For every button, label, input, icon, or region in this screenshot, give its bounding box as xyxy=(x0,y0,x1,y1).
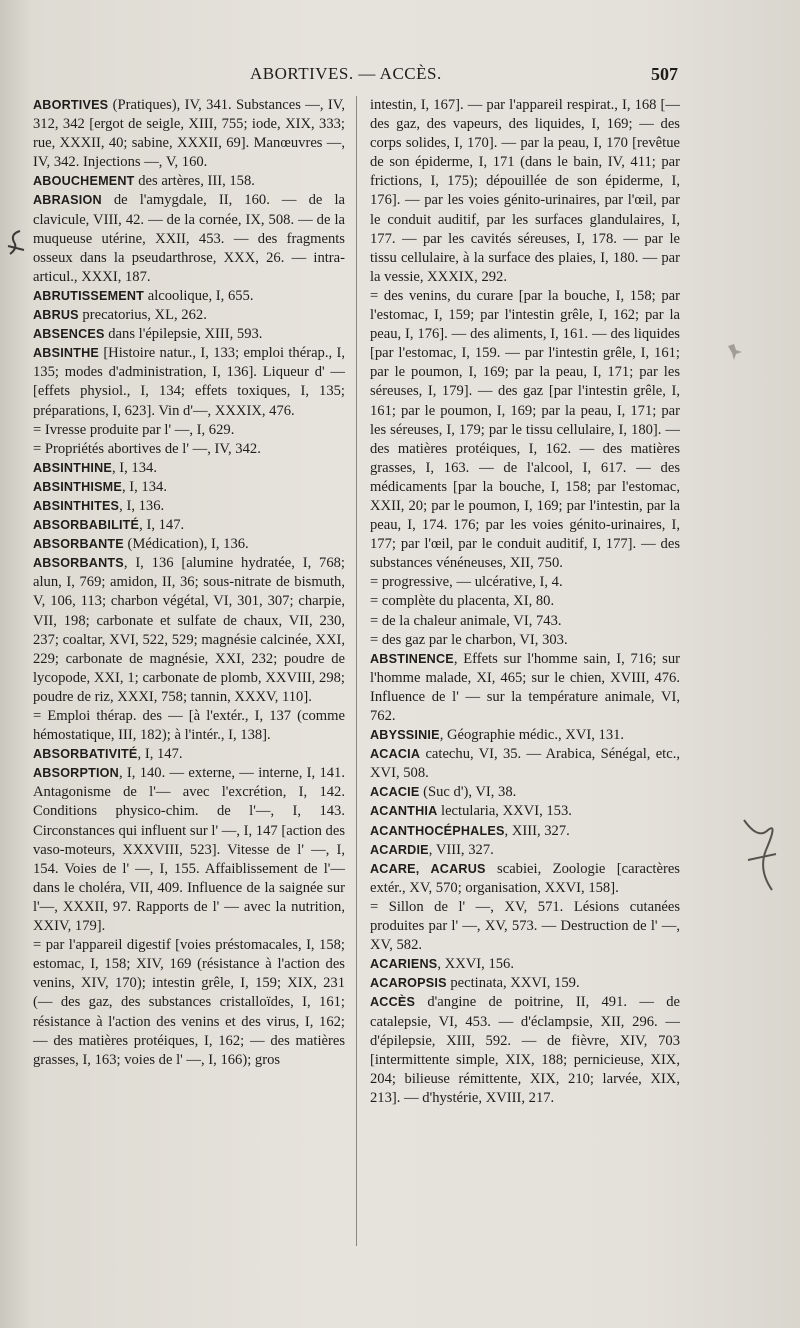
entry-headword: ACANTHIA xyxy=(370,804,438,819)
entry-text: intestin, I, 167]. — par l'appareil respirat., I, 168 [— des gaz, des vapeurs, des liquides, I, 169; — des corps solides, I, 170]. — par la peau, I, 170 [revêtue de son épiderme, I, 171 (dans le bain, IV, 411; par frictions, I, 175); dépouillée de son épiderme, I, 176]. — par les voies génito-urinaires, par l'œil, par le conduit auditif, par les surfaces glandulaires, I, 177. — par les cavités séreuses, I, 178. — par le tissu cellulaire, à la surface des plaies, I, 180. — par la vessie, XXXIX, 292. xyxy=(370,97,680,285)
entry-text: pectinata, XXVI, 159. xyxy=(446,975,580,992)
index-entry xyxy=(33,497,345,516)
index-entry xyxy=(370,802,680,821)
index-entry xyxy=(370,592,680,611)
entry-headword: ACCÈS xyxy=(370,995,416,1010)
entry-headword: ACAROPSIS xyxy=(370,976,447,991)
entry-headword: ABSTINENCE xyxy=(370,651,454,666)
running-title: ABORTIVES. — ACCÈS. xyxy=(250,64,442,83)
entry-text: , Effets sur l'homme sain, I, 716; sur l'homme malade, XI, 465; sur le chien, XVIII, 476. Influence de l' — sur la température animale, VI, 762. xyxy=(370,650,680,724)
index-entry xyxy=(370,287,680,573)
index-entry xyxy=(33,96,345,172)
entry-text: de l'amygdale, II, 160. — de la clavicule, VIII, 42. — de la cornée, IX, 508. — de la muqueuse utérine, XXII, 453. — des fragments osseux dans la pseudarthrose, XXX, 26. — intra-articul., XXXI, 187. xyxy=(33,192,345,285)
entry-headword: ABSINTHINE xyxy=(33,460,112,475)
page-header xyxy=(30,64,678,90)
entry-text: (Pratiques), IV, 341. Substances —, IV, 312, 342 [ergot de seigle, XIII, 755; iode, XIX, 333; rue, XXXII, 40; sabine, XXXII, 69]. Manœuvres —, IV, 342. Injections —, V, 160. xyxy=(33,97,345,171)
index-entry xyxy=(33,344,345,420)
entry-text: = de la chaleur animale, VI, 743. xyxy=(370,612,562,629)
entry-text: = complète du placenta, XI, 80. xyxy=(370,593,555,610)
entry-headword: ABORTIVES xyxy=(33,98,109,112)
entry-text: , XXVI, 156. xyxy=(437,956,514,973)
index-entry xyxy=(370,573,680,592)
column-divider xyxy=(356,96,357,1246)
index-entry xyxy=(33,745,345,764)
entry-text: precatorius, XL, 262. xyxy=(78,307,207,324)
index-entry xyxy=(370,783,680,802)
entry-headword: ACARIENS xyxy=(370,957,438,972)
entry-headword: ACARE, ACARUS xyxy=(370,861,486,876)
entry-text: (Suc d'), VI, 38. xyxy=(419,784,517,801)
entry-text: , I, 147. xyxy=(139,517,185,534)
index-entry xyxy=(33,535,345,554)
entry-headword: ABSINTHITES xyxy=(33,498,120,513)
index-entry xyxy=(370,96,680,287)
index-entry xyxy=(33,287,345,306)
entry-text: dans l'épilepsie, XIII, 593. xyxy=(104,326,263,343)
entry-text: , I, 136 [alumine hydratée, I, 768; alun, I, 769; amidon, II, 36; sous-nitrate de bismuth, V, 106, 113; charbon végétal, VI, 301, 307; charpie, VII, 198; carbonate et sulfate de chaux, VII, 230, 237; coaltar, XVI, 522, 529; magnésie calcinée, XXI, 229; carbonate de magnésie, XXI, 232; poudre de lycopode, XXI, 1; carbonate de plomb, XXVIII, 298; poudre de riz, XXXI, 758; tannin, XXXV, 110]. xyxy=(33,555,345,705)
entry-text: scabiei, Zoologie [caractères extér., XV, 570; organisation, XXVI, 158]. xyxy=(370,860,680,896)
index-entry xyxy=(33,478,345,497)
entry-text: des artères, III, 158. xyxy=(134,173,255,190)
entry-headword: ABSENCES xyxy=(33,327,105,342)
entry-text: , I, 134. xyxy=(111,459,157,476)
entry-headword: ABSORBANTS xyxy=(33,556,124,571)
index-entry xyxy=(370,650,680,726)
entry-text: , I, 134. xyxy=(121,478,167,495)
index-entry xyxy=(33,440,345,459)
entry-text: , Géographie médic., XVI, 131. xyxy=(439,727,625,744)
index-entry xyxy=(370,974,680,993)
entry-headword: ABRASION xyxy=(33,193,102,208)
entry-text: lectularia, XXVI, 153. xyxy=(437,803,572,820)
index-entry xyxy=(33,306,345,325)
entry-headword: ABYSSINIE xyxy=(370,728,440,743)
index-entry xyxy=(33,707,345,745)
entry-text: , VIII, 327. xyxy=(428,841,494,858)
index-entry xyxy=(370,860,680,898)
index-entry xyxy=(370,612,680,631)
entry-text: [Histoire natur., I, 133; emploi thérap., I, 135; modes d'administration, I, 136]. Liqueur d' — [effets physiol., I, 134; effets toxiques, I, 135; préparations, I, 623]. Vin d'—, XXXIX, 476. xyxy=(33,345,345,419)
entry-headword: ACANTHOCÉPHALES xyxy=(370,823,505,838)
index-entry xyxy=(370,898,680,955)
entry-text: = progressive, — ulcérative, I, 4. xyxy=(370,574,563,591)
index-entry xyxy=(33,764,345,936)
index-entry xyxy=(33,459,345,478)
entry-text: , I, 136. xyxy=(119,497,165,514)
entry-text: = des venins, du curare [par la bouche, I, 158; par l'estomac, I, 159; par l'intestin grêle, I, 162; par la peau, I, 176]. — des aliments, I, 161. — des liquides [par l'estomac, I, 159. — par l'intestin grêle, I, 161; par le poumon, I, 169; par la peau, I, 171; par les séreuses, I, 179]. — des gaz [par l'intestin grêle, I, 161; par le poumon, I, 169; par la peau, I, 171; par les séreuses, I, 179; par le tissu cellulaire, I, 180]. — des matières protéiques, I, 162. — des matières grasses, I, 163. — de l'alcool, I, 617. — des médicaments [par la bouche, I, 158; par l'estomac, XXII, 20; par le poumon, I, 169; par l'intestin, par la peau, I, 174. 176; par les voies génito-urinaires, I, 177; par l'œil, par le conduit auditif, I, 177]. — des substances vénéneuses, XII, 750. xyxy=(370,287,680,572)
margin-handwritten-mark-icon xyxy=(6,228,28,265)
index-entry xyxy=(33,421,345,440)
entry-headword: ABSORBANTE xyxy=(33,537,124,552)
index-entry xyxy=(370,745,680,783)
entry-headword: ABSORBABILITÉ xyxy=(33,518,140,533)
right-column xyxy=(370,96,680,1108)
entry-headword: ABSORBATIVITÉ xyxy=(33,747,138,762)
entry-text: , I, 140. — externe, — interne, I, 141. Antagonisme de l'— avec l'excrétion, I, 142. Conditions physico-chim. de l'—, I, 143. Circonstances qui influent sur l' —, I, 147 [action des vaso-moteurs, XXXVIII, 523]. Vitesse de l' —, I, 154. Voies de l' —, I, 155. Affaiblissement de l'— dans le choléra, VII, 409. Influence de la saignée sur l'—, XXXII, 97. Rapports de l' — avec la nutrition, XXIV, 179]. xyxy=(33,765,345,935)
index-entry xyxy=(33,516,345,535)
entry-text: , XIII, 327. xyxy=(504,822,570,839)
entry-text: d'angine de poitrine, II, 491. — de catalepsie, VI, 453. — d'éclampsie, XII, 296. — d'épilepsie, XIII, 592. — de fièvre, XIV, 703 [intermittente simple, XIX, 188; pernicieuse, XIX, 204; bilieuse rémittente, XIX, 210; larvée, XIX, 213]. — d'hystérie, XVIII, 217. xyxy=(370,994,680,1106)
index-entry xyxy=(33,172,345,191)
entry-text: = par l'appareil digestif [voies préstomacales, I, 158; estomac, I, 158; XIV, 169 (résistance à l'action des venins, XIV, 170); intestin grêle, I, 159; XIX, 231 (— des gaz, des substances cristalloïdes, I, 161; résistance à l'action des venins et des virus, I, 162; — des matières protéiques, I, 162; — des matières grasses, I, 163; voies de l' —, I, 166); gros xyxy=(33,937,345,1068)
entry-headword: ACARDIE xyxy=(370,842,429,857)
entry-headword: ABSINTHISME xyxy=(33,479,122,494)
entry-headword: ABRUS xyxy=(33,308,79,323)
index-entry xyxy=(33,325,345,344)
index-entry xyxy=(33,554,345,707)
index-entry xyxy=(370,955,680,974)
entry-text: = des gaz par le charbon, VI, 303. xyxy=(370,631,568,648)
index-entry xyxy=(370,841,680,860)
left-column xyxy=(33,96,345,1070)
entry-text: catechu, VI, 35. — Arabica, Sénégal, etc., XVI, 508. xyxy=(370,746,680,782)
pencil-annotation-icon xyxy=(738,810,782,900)
entry-text: , I, 147. xyxy=(137,746,183,763)
ink-smudge-icon xyxy=(724,340,746,362)
entry-text: = Emploi thérap. des — [à l'extér., I, 137 (comme hémostatique, III, 182); à l'intér., I, 138]. xyxy=(33,708,345,744)
entry-text: = Ivresse produite par l' —, I, 629. xyxy=(33,421,235,438)
entry-headword: ABRUTISSEMENT xyxy=(33,288,145,303)
entry-text: = Sillon de l' —, XV, 571. Lésions cutanées produites par l' —, XV, 573. — Destruction de l' —, XV, 582. xyxy=(370,898,680,954)
index-entry xyxy=(33,191,345,286)
entry-headword: ABSORPTION xyxy=(33,766,119,781)
index-entry xyxy=(370,993,680,1108)
index-entry xyxy=(370,631,680,650)
entry-headword: ABSINTHE xyxy=(33,346,99,361)
entry-headword: ABOUCHEMENT xyxy=(33,174,135,189)
index-entry xyxy=(370,822,680,841)
entry-text: alcoolique, I, 655. xyxy=(144,287,254,304)
entry-text: (Médication), I, 136. xyxy=(123,536,249,553)
entry-headword: ACACIE xyxy=(370,785,420,800)
index-entry xyxy=(33,936,345,1070)
entry-headword: ACACIA xyxy=(370,747,421,762)
index-entry xyxy=(370,726,680,745)
entry-text: = Propriétés abortives de l' —, IV, 342. xyxy=(33,440,261,457)
page-number: 507 xyxy=(651,64,678,84)
